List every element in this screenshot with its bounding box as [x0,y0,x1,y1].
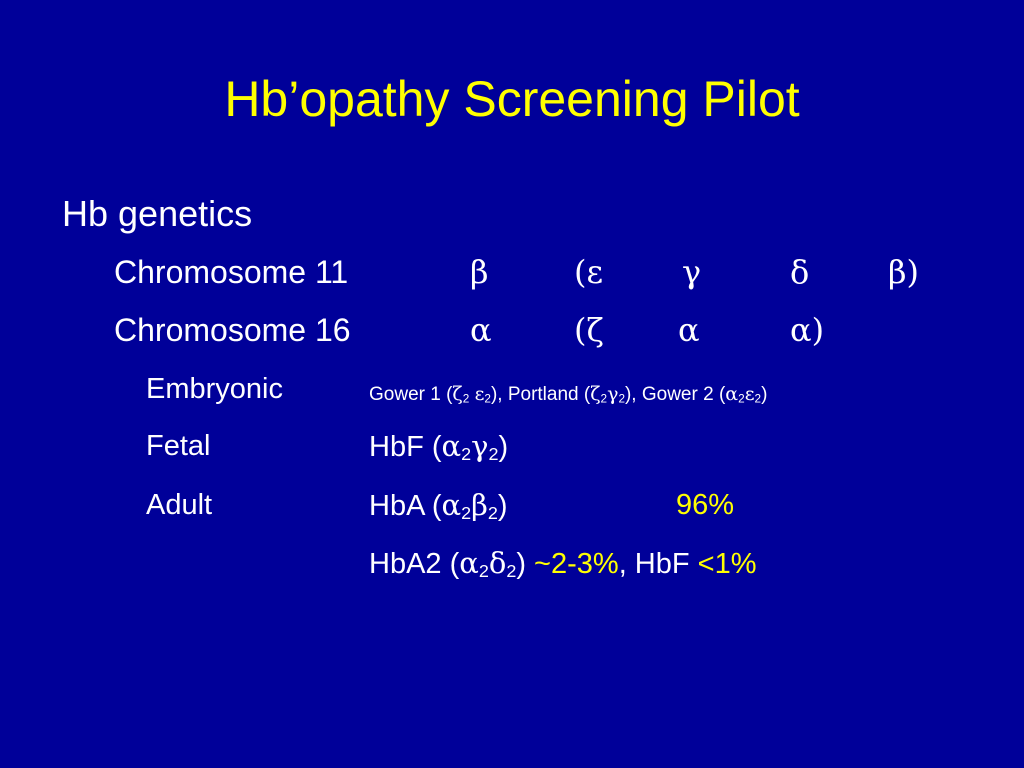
subscript: 2 [461,502,472,523]
text-part: ) [497,490,508,522]
adult-hemoglobin [369,488,508,523]
text-part: HbA ( [369,490,442,522]
subscript: 2 [487,502,498,523]
subscript: 2 [462,392,470,406]
subscript: 2 [478,560,489,581]
text-part: HbF ( [369,431,442,463]
fetal-hemoglobin [369,429,509,464]
chr11-gene-beta: β [470,253,489,291]
chr11-gene-beta-end: β) [888,253,919,291]
chr16-gene-alpha: α [470,311,492,349]
text-part: ) [498,431,509,463]
epsilon-symbol: ε [744,383,755,405]
chr11-gene-gamma: γ [682,253,702,291]
chr16-gene-alpha-end: α) [790,311,825,349]
chr11-gene-epsilon: (ε [574,253,604,291]
subscript: 2 [484,392,491,406]
chr11-gene-delta: δ [790,253,810,291]
text-part: ) [516,548,535,580]
embryonic-hemoglobins [369,385,767,405]
subscript: 2 [754,392,762,406]
hba2-percentage: ~2-3% [534,548,619,580]
epsilon-symbol: ε [474,383,485,405]
fetal-label: Fetal [146,430,211,462]
zeta-symbol: ζ [590,383,601,405]
text-part: ), Gower 2 ( [624,384,726,405]
chr16-gene-alpha-2: α [678,311,700,349]
text-part: HbA2 ( [369,548,460,580]
subscript: 2 [506,560,517,581]
zeta-symbol: ζ [452,383,463,405]
chromosome-11-label: Chromosome 11 [114,254,349,290]
gamma-symbol: γ [607,383,619,405]
alpha-symbol: α [441,429,462,463]
text-part: ), Portland ( [490,384,591,405]
alpha-symbol: α [441,488,462,522]
text-part: Gower 1 ( [369,384,453,405]
chr16-gene-zeta: (ζ [574,311,604,349]
hba2-line [369,546,757,581]
slide-title: Hb’opathy Screening Pilot [224,71,800,127]
subscript: 2 [600,392,608,406]
text-part: , HbF [618,548,698,580]
beta-symbol: β [471,488,488,522]
subscript: 2 [618,392,625,406]
section-heading: Hb genetics [62,193,253,234]
subscript: 2 [461,443,472,464]
embryonic-label: Embryonic [146,373,283,405]
adult-percentage: 96% [676,489,735,521]
hbf-percentage: <1% [697,548,757,580]
delta-symbol: δ [488,546,507,580]
alpha-symbol: α [459,546,479,580]
subscript: 2 [738,392,745,406]
alpha-symbol: α [725,383,739,405]
adult-label: Adult [146,489,213,521]
gamma-symbol: γ [471,429,489,463]
text-part: ) [761,384,768,405]
chromosome-16-label: Chromosome 16 [114,312,351,348]
subscript: 2 [488,443,499,464]
